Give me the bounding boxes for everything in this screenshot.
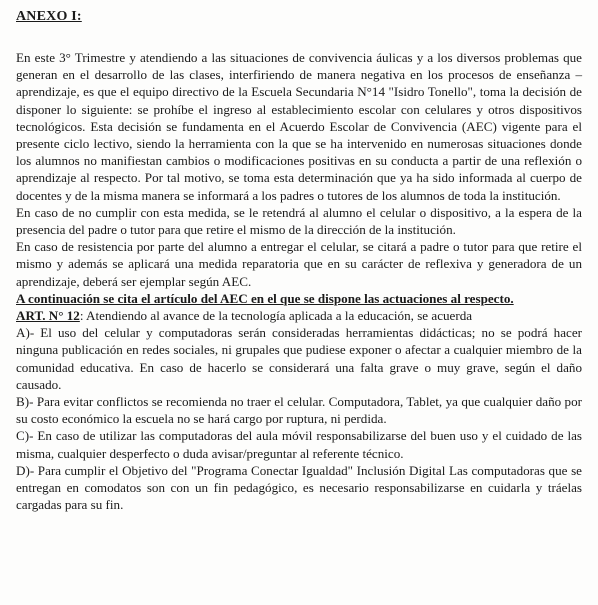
document-title: ANEXO I: (16, 9, 82, 24)
section-heading: A continuación se cita el artículo del AEC en el que se dispone las actuaciones al respecto. (16, 290, 514, 306)
article-intro: : Atendiendo al avance de la tecnología aplicada a la educación, se acuerda (79, 308, 473, 324)
document-body (16, 49, 582, 513)
article-item-a: A)- El uso del celular y computadoras serán consideradas herramientas didácticas; no se podrá hacer ninguna publicación en redes sociales, ni grupales que pudiese exponer o afectar a cualquier miembro de la comunidad educativa. En caso de hacerlo se considerará una falta grave o muy grave, según el daño causado. (16, 325, 582, 392)
article-item-d: D)- Para cumplir el Objetivo del "Programa Conectar Igualdad" Inclusión Digital Las computadoras que se entregan en comodatos son con un fin pedagógico, es necesario responsabilizarse en cuidarla y tráelas cargadas para su fin. (16, 462, 582, 513)
intro-paragraph: En este 3° Trimestre y atendiendo a las situaciones de convivencia áulicas y a los diversos problemas que generan en el desarrollo de las clases, interfiriendo de manera negativa en los procesos de enseñanza – aprendizaje, es que el equipo directivo de la Escuela Secundaria N°14 "Isidro Tonello", toma la decisión de disponer lo siguiente: se prohíbe el ingreso al establecimiento escolar con celulares y otros dispositivos tecnológicos. Esta decisión se fundamenta en el Acuerdo Escolar de Convivencia (AEC) vigente para el presente ciclo lectivo, siendo la herramienta con la que se ha intervenido en numerosas situaciones donde los alumnos no manifiestan cambios o modificaciones positivas en su conducta a partir de una reflexión o aprendizaje al respecto. Por tal motivo, se toma esta determinación que ya ha sido informada al cuerpo de docentes y de la misma manera se informará a los padres o tutores de los alumnos de toda la institución. (16, 50, 582, 203)
resistance-paragraph: En caso de resistencia por parte del alumno a entregar el celular, se citará a padre o tutor para que retire el mismo y además se aplicará una medida reparatoria que en su carácter de reflexiva y generadora de un aprendizaje, deberá ser ejemplar según AEC. (16, 239, 582, 289)
article-line (16, 307, 582, 324)
noncompliance-paragraph: En caso de no cumplir con esta medida, se le retendrá al alumno el celular o dispositivo, a la espera de la presencia del padre o tutor para que retire el mismo de la dirección de la institución. (16, 204, 582, 238)
article-item-c: C)- En caso de utilizar las computadoras del aula móvil responsabilizarse del buen uso y el cuidado de las misma, cualquier desperfecto o duda avisar/preguntar al referente técnico. (16, 428, 582, 461)
article-label: ART. N° 12 (16, 308, 80, 324)
article-item-b: B)- Para evitar conflictos se recomienda no traer el celular. Computadora, Tablet, ya que cualquier daño por su costo económico la escuela no se hará cargo por ruptura, ni perdida. (16, 394, 582, 427)
